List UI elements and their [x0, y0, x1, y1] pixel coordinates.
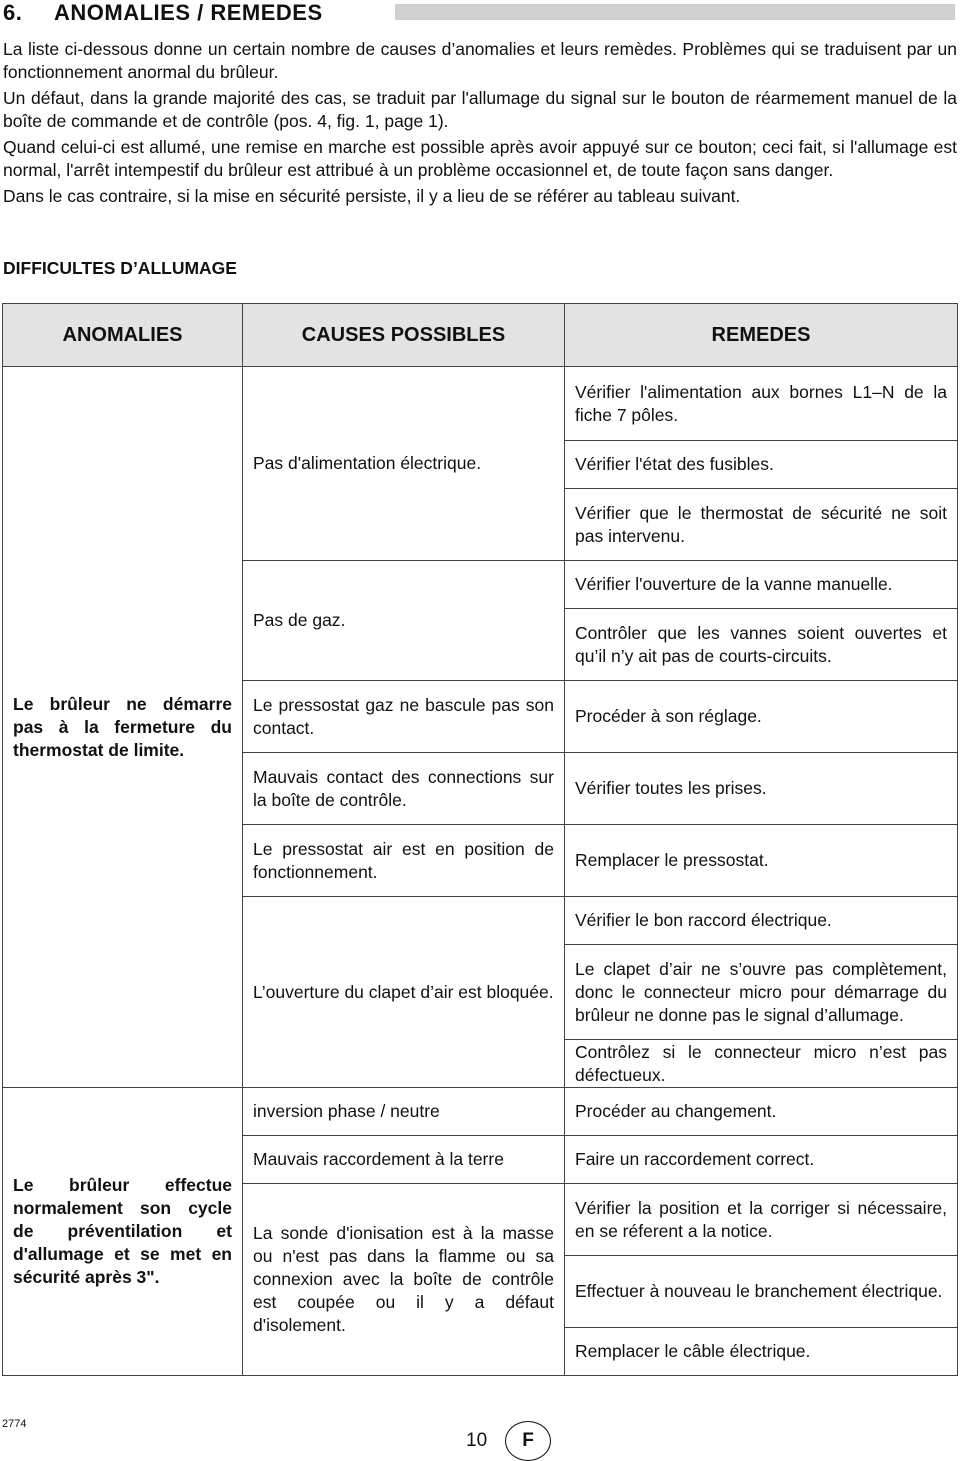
- section-header: [0, 0, 960, 24]
- remedy-cell: Procéder au changement.: [565, 1088, 958, 1136]
- anomaly-cell: [3, 367, 243, 1088]
- cause-cell: inversion phase / neutre: [243, 1088, 565, 1136]
- remedy-cell: Vérifier l'ouverture de la vanne manuelle.: [565, 561, 958, 609]
- table-row: [3, 367, 958, 441]
- subsection-title: DIFFICULTES D’ALLUMAGE: [3, 258, 237, 278]
- page-number: 10: [466, 1430, 488, 1451]
- remedy-cell: Vérifier toutes les prises.: [565, 753, 958, 825]
- cause-cell: Pas de gaz.: [243, 561, 565, 681]
- intro-paragraph: La liste ci-dessous donne un certain nombre de causes d’anomalies et leurs remèdes. Problèmes qui se traduisent par un fonctionnement anormal du brûleur.: [3, 39, 957, 82]
- remedy-cell: Effectuer à nouveau le branchement électrique.: [565, 1256, 958, 1328]
- header-causes: CAUSES POSSIBLES: [243, 304, 565, 367]
- remedy-cell: Contrôler que les vannes soient ouvertes et qu’il n’y ait pas de courts-circuits.: [565, 609, 958, 681]
- header-remedies: REMEDES: [565, 304, 958, 367]
- section-title: ANOMALIES / REMEDES: [54, 0, 323, 25]
- remedy-cell: Vérifier l'état des fusibles.: [565, 441, 958, 489]
- document-code: 2774: [2, 1418, 27, 1430]
- anomaly-text: Le brûleur effectue normalement son cycle de préventilation et d'allumage et se met en sécurité après 3".: [13, 1175, 232, 1287]
- header-anomalies: ANOMALIES: [3, 304, 243, 367]
- intro-paragraph: Quand celui-ci est allumé, une remise en marche est possible après avoir appuyé sur ce bouton; ceci fait, si l'allumage est normal, l'arrêt intempestif du brûleur est attribué à un problème occasionnel et, de toute façon sans danger.: [3, 137, 957, 180]
- anomaly-cell: [3, 1088, 243, 1376]
- remedy-cell: Remplacer le câble électrique.: [565, 1328, 958, 1376]
- header-rule: [395, 4, 955, 20]
- remedy-cell: Remplacer le pressostat.: [565, 825, 958, 897]
- intro-text: [3, 38, 957, 211]
- cause-cell: Pas d'alimentation électrique.: [243, 367, 565, 561]
- table-header-row: [3, 304, 958, 367]
- table-row: [3, 1088, 958, 1136]
- language-badge: [505, 1421, 551, 1461]
- remedy-cell: Vérifier la position et la corriger si nécessaire, en se réferent a la notice.: [565, 1184, 958, 1256]
- remedy-cell: Vérifier le bon raccord électrique.: [565, 897, 958, 945]
- remedy-cell: Faire un raccordement correct.: [565, 1136, 958, 1184]
- cause-cell: L’ouverture du clapet d’air est bloquée.: [243, 897, 565, 1088]
- cause-cell: Mauvais raccordement à la terre: [243, 1136, 565, 1184]
- remedy-cell: Vérifier l'alimentation aux bornes L1–N de la fiche 7 pôles.: [565, 367, 958, 441]
- remedy-cell: Le clapet d’air ne s’ouvre pas complètement, donc le connecteur micro pour démarrage du brûleur ne donne pas le signal d’allumage.: [565, 945, 958, 1040]
- remedy-cell: Contrôlez si le connecteur micro n’est pas défectueux.: [565, 1040, 958, 1088]
- cause-cell: Mauvais contact des connections sur la boîte de contrôle.: [243, 753, 565, 825]
- cause-cell: Le pressostat air est en position de fonctionnement.: [243, 825, 565, 897]
- troubleshooting-table: [2, 303, 958, 1376]
- anomaly-text: Le brûleur ne démarre pas à la fermeture du thermostat de limite.: [13, 693, 232, 760]
- remedy-cell: Procéder à son réglage.: [565, 681, 958, 753]
- cause-cell: La sonde d'ionisation est à la masse ou n'est pas dans la flamme ou sa connexion avec la boîte de contrôle est coupée ou il y a défaut d'isolement.: [243, 1184, 565, 1376]
- section-number: 6.: [3, 0, 23, 25]
- cause-cell: Le pressostat gaz ne bascule pas son contact.: [243, 681, 565, 753]
- language-code: F: [522, 1430, 534, 1451]
- remedy-cell: Vérifier que le thermostat de sécurité ne soit pas intervenu.: [565, 489, 958, 561]
- intro-paragraph: Un défaut, dans la grande majorité des cas, se traduit par l'allumage du signal sur le bouton de réarmement manuel de la boîte de commande et de contrôle (pos. 4, fig. 1, page 1).: [3, 88, 957, 131]
- intro-paragraph: Dans le cas contraire, si la mise en sécurité persiste, il y a lieu de se référer au tableau suivant.: [3, 186, 741, 206]
